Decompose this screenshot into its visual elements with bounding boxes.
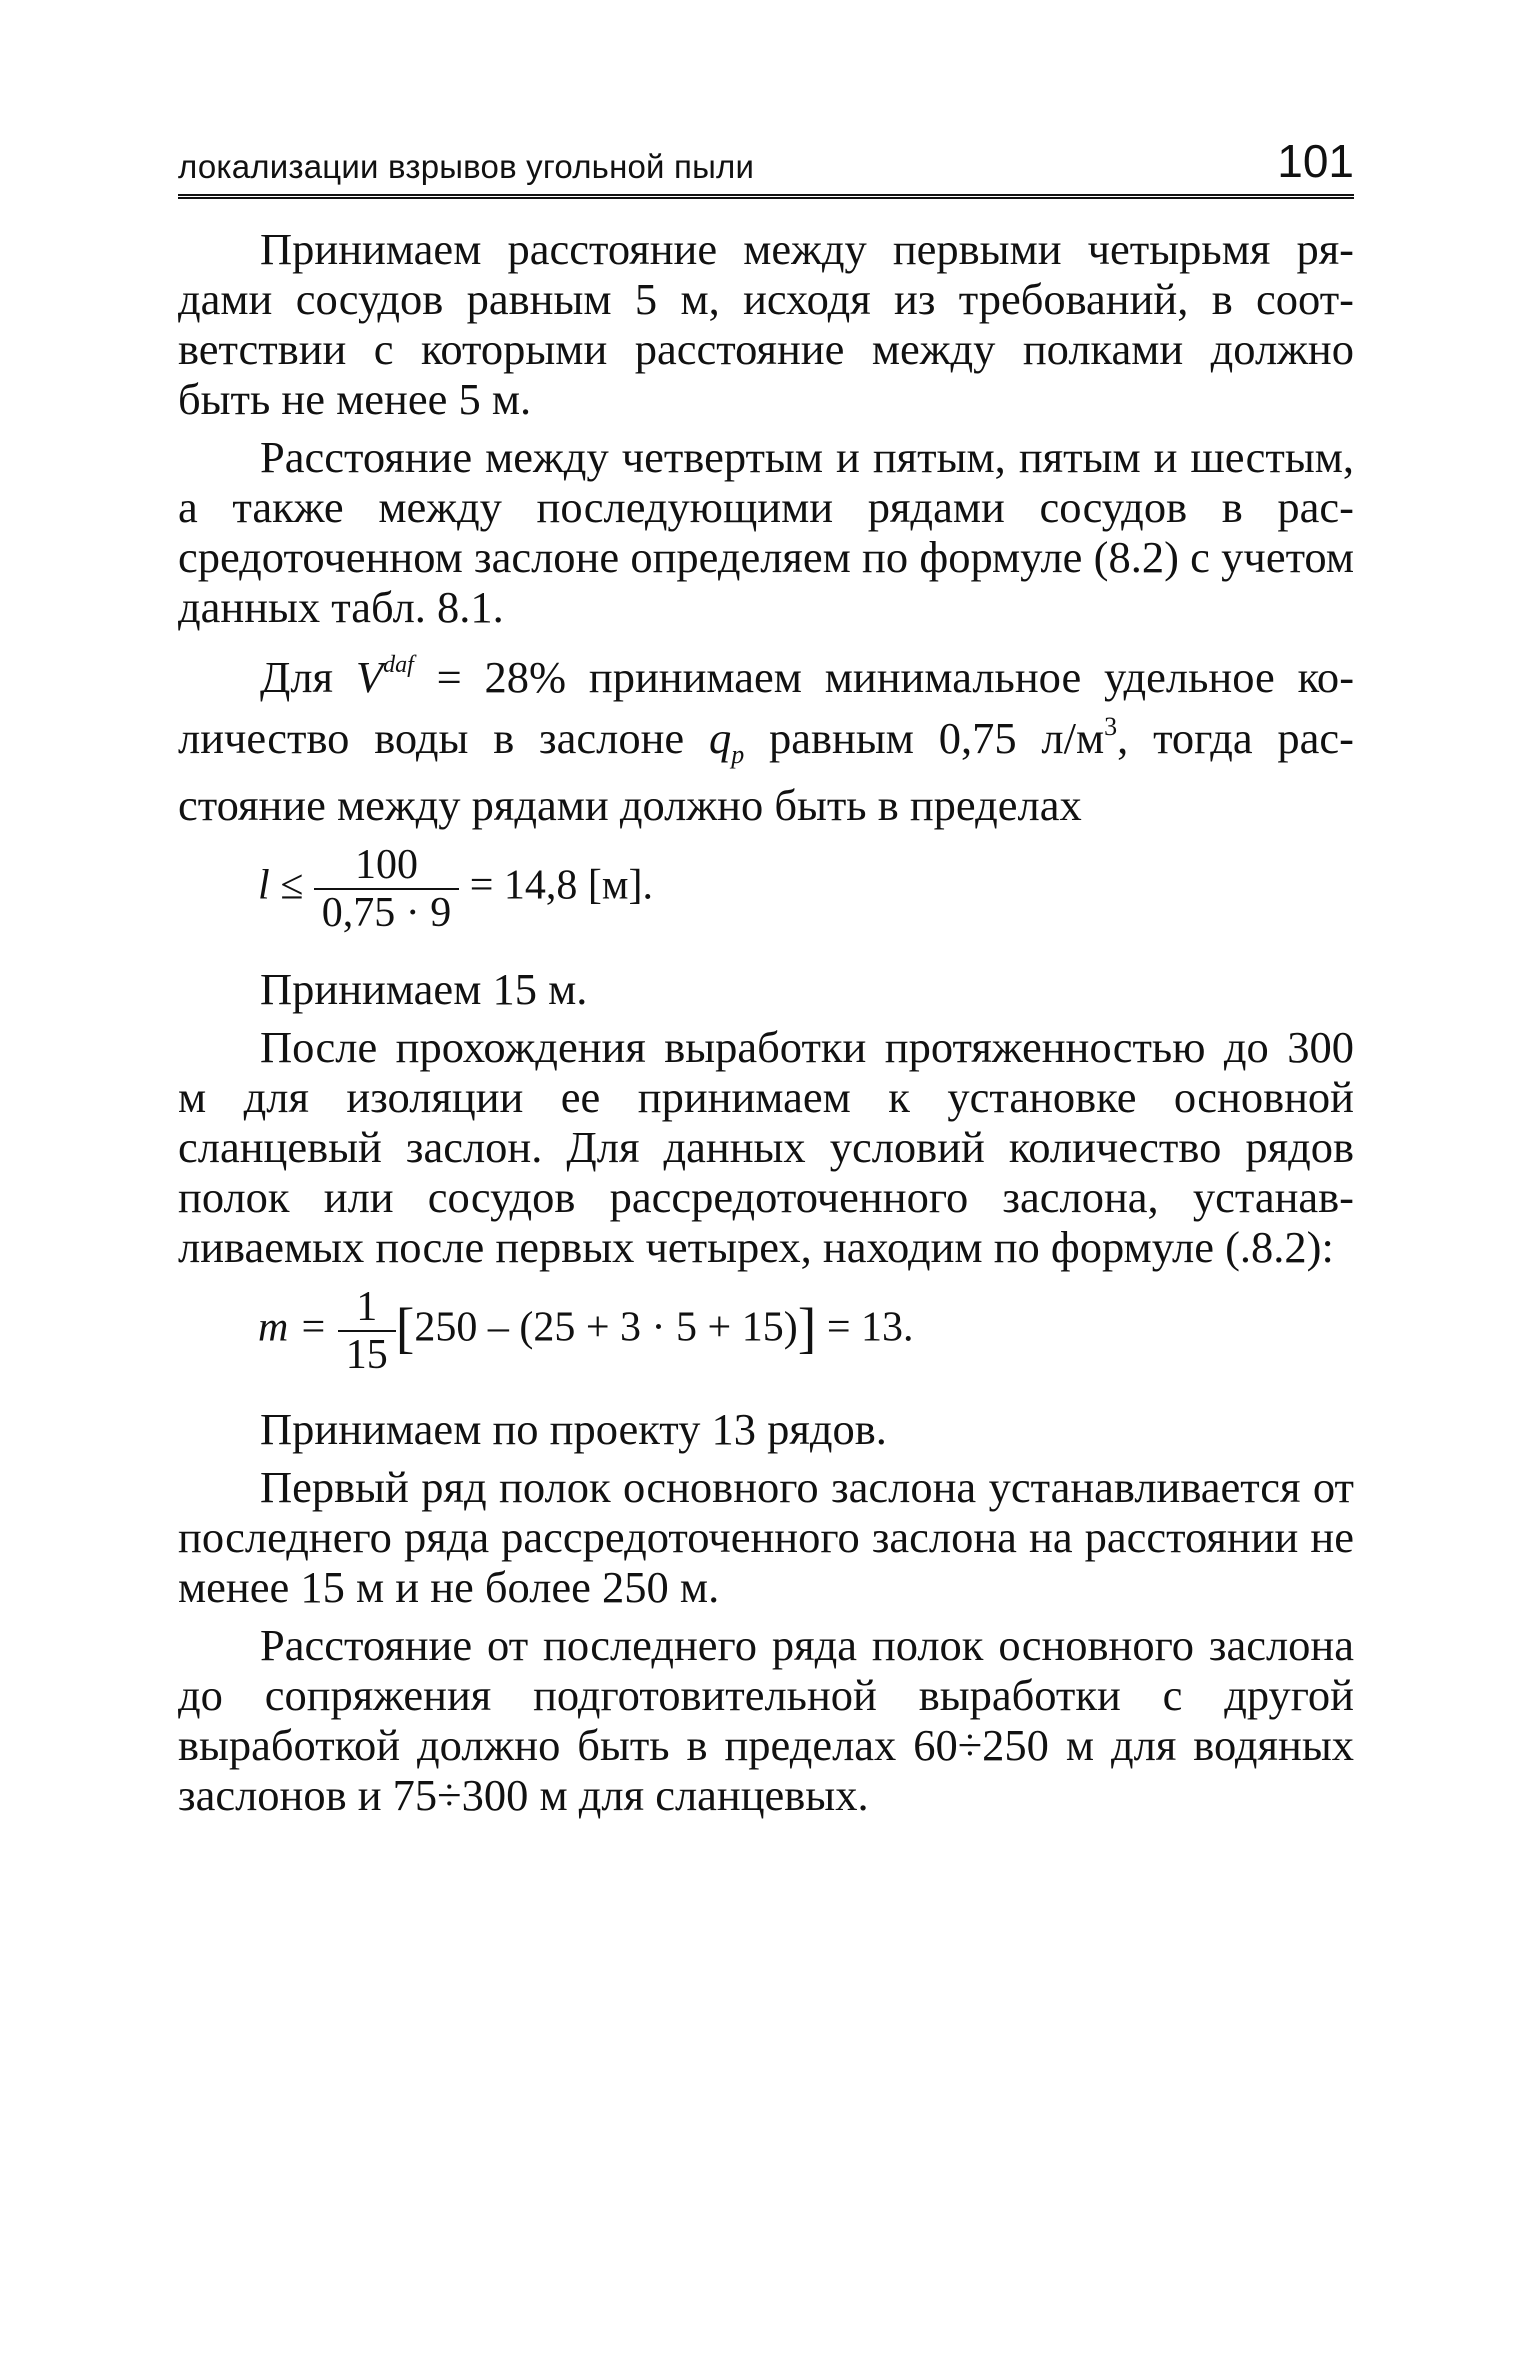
cubic-superscript: 3 (1104, 712, 1118, 741)
formula-1-numerator: 100 (314, 842, 460, 890)
formula-1-rhs: = 14,8 [м]. (469, 862, 653, 909)
formula-2-expression: 250 – (25 + 3 · 5 + 15) (414, 1304, 798, 1351)
paragraph-6: Принимаем по проекту 13 рядов. (260, 1404, 887, 1454)
page-body (178, 224, 1354, 1828)
formula-1-denominator: 0,75 · 9 (321, 890, 452, 936)
formula-2-bracket-close: ] (797, 1297, 817, 1360)
formula-1-fraction (314, 842, 460, 936)
volatile-matter-superscript: daf (383, 652, 414, 678)
water-quantity-subscript: p (731, 740, 745, 769)
formula-distance (178, 838, 1354, 956)
formula-2-denominator: 15 (345, 1332, 388, 1378)
paragraph-8: Расстояние от последнего ряда полок основного заслона до сопряжения подготовительной выработки с другой выработкой должно быть в пределах 60÷250 м для водяных заслонов и 75÷300 м для сланцевых. (178, 1620, 1354, 1820)
paragraph-3-part-b: = 28% принимаем минимальное удельное количество воды в заслоне (178, 652, 1355, 763)
paragraph-2: Расстояние между четвертым и пятым, пятым и шестым, а также между последующими рядами сосудов в рассредоточенном заслоне определяем по формуле (8.2) с учетом данных табл. 8.1. (178, 432, 1354, 632)
formula-1-lhs: l ≤ (258, 862, 304, 909)
paragraph-3-part-a: Для (260, 652, 356, 702)
formula-rows-count (178, 1280, 1354, 1396)
formula-2-fraction (338, 1284, 396, 1378)
formula-2-lhs: m = (258, 1304, 328, 1351)
running-header (178, 135, 1354, 199)
header-title: локализации взрывов угольной пыли (178, 148, 755, 185)
paragraph-4: Принимаем 15 м. (260, 964, 588, 1014)
formula-2-rhs: = 13. (826, 1304, 914, 1351)
volatile-matter-symbol: V (355, 652, 384, 702)
paragraph-3 (178, 640, 1354, 830)
formula-2-numerator: 1 (338, 1284, 396, 1332)
formula-2-bracket-open: [ (395, 1297, 415, 1360)
paragraph-7: Первый ряд полок основного заслона устанавливается от последнего ряда рассредоточенного заслона на расстоянии не менее 15 м и не более 250 м. (178, 1462, 1354, 1612)
paragraph-3-part-c: равным 0,75 л/м (744, 713, 1105, 763)
water-quantity-symbol: q (708, 713, 732, 763)
paragraph-1: Принимаем расстояние между первыми четырьмя рядами сосудов равным 5 м, исходя из требований, в соответствии с которыми расстояние между полками должно быть не менее 5 м. (178, 224, 1354, 424)
page-number: 101 (1277, 135, 1354, 187)
paragraph-3-part-d: , тогда расстояние между рядами должно быть в пределах (178, 713, 1354, 830)
paragraph-5: После прохождения выработки протяженностью до 300 м для изоляции ее принимаем к установке основной сланцевый заслон. Для данных условий количество рядов полок или сосудов рассредоточенного заслона, устанавливаемых после первых четырех, находим по формуле (.8.2): (178, 1022, 1354, 1272)
